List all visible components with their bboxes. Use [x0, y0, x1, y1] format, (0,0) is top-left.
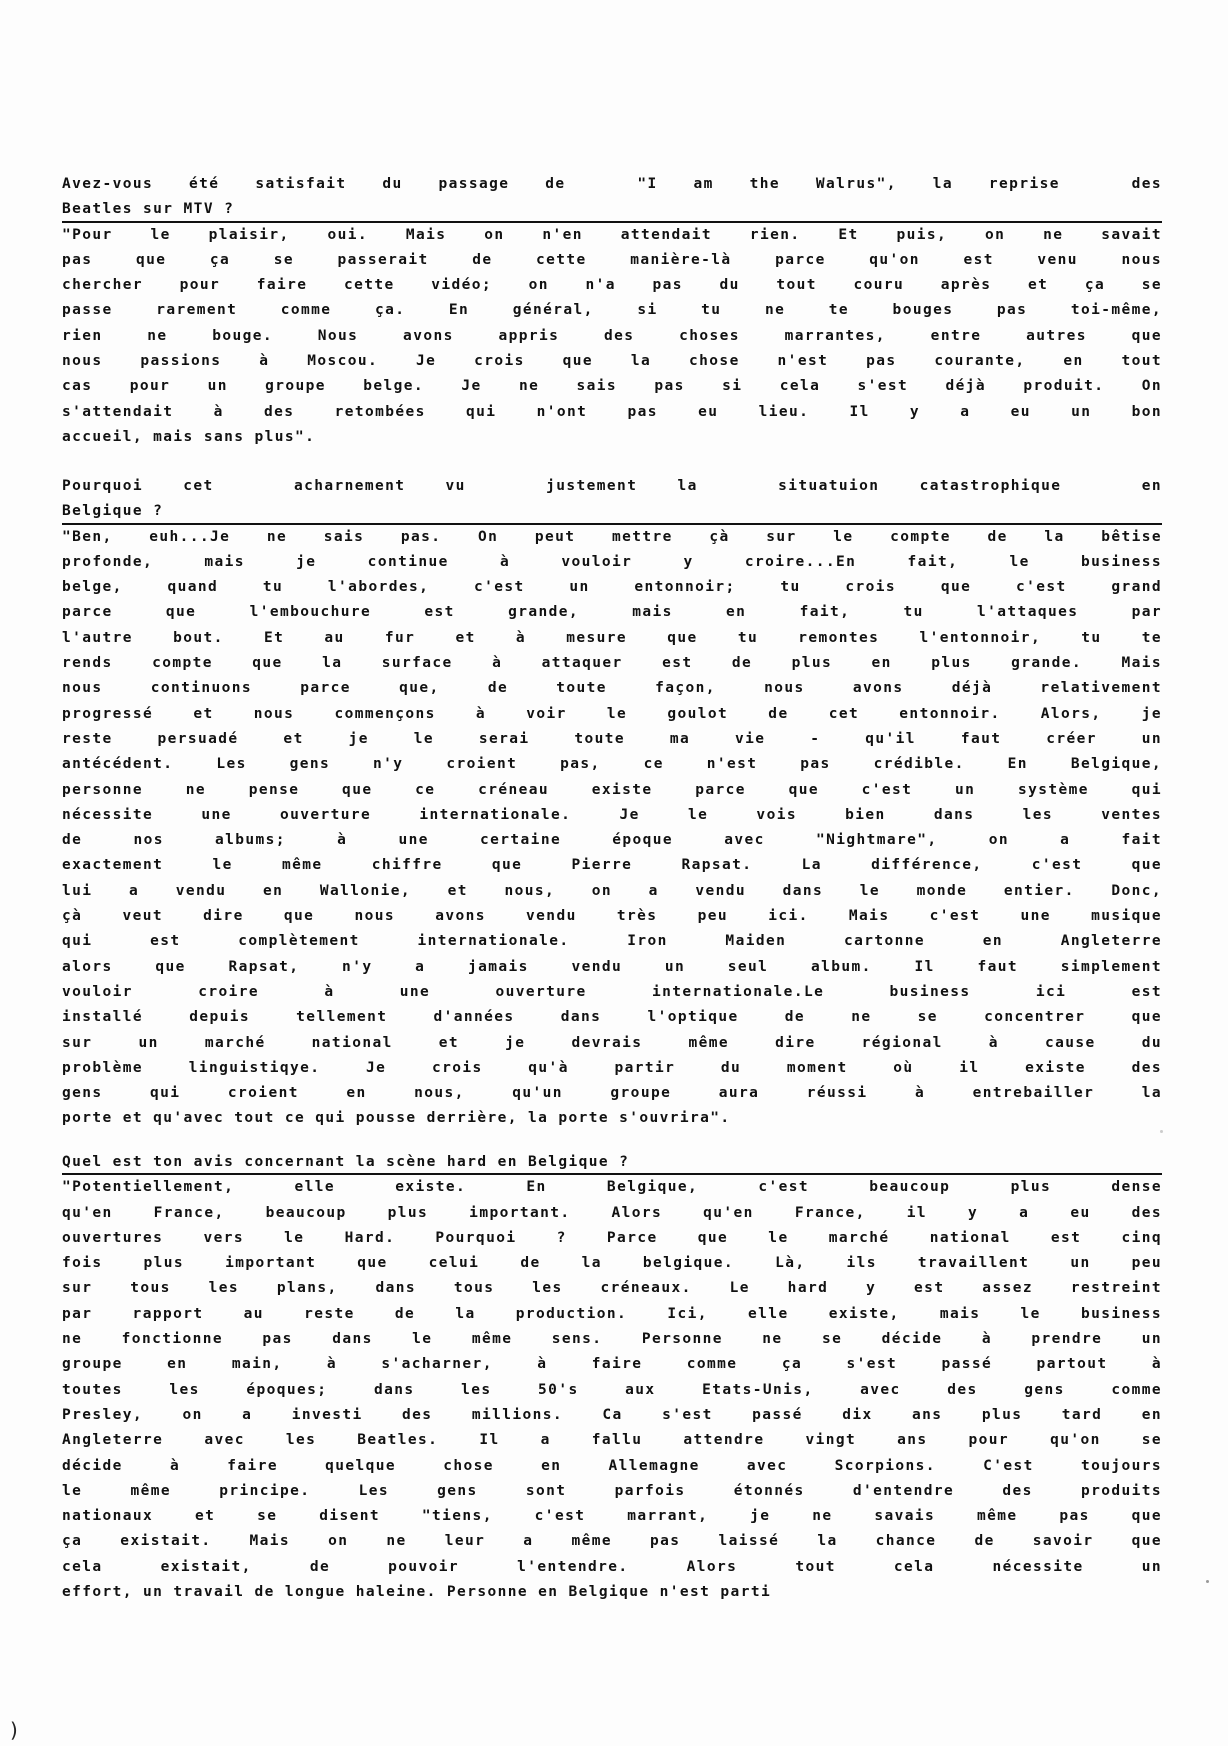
section-1 [62, 172, 1162, 476]
answer-line: qui est complètement internationale. Iron Maiden cartonne en Angleterre [62, 933, 1162, 950]
answer-line: Presley, on a investi des millions. Ca s'est passé dix ans plus tard en [62, 1406, 1162, 1423]
answer-line: le même principe. Les gens sont parfois étonnés d'entendre des produits [62, 1482, 1162, 1499]
answer-line: antécédent. Les gens n'y croient pas, ce n'est pas crédible. En Belgique, [62, 756, 1162, 773]
answer-line: décide à faire quelque chose en Allemagne avec Scorpions. C'est toujours [62, 1457, 1162, 1474]
question-3 [62, 1150, 1162, 1175]
section-3 [62, 1150, 1162, 1656]
answer-line: installé depuis tellement d'années dans l'optique de ne se concentrer que [62, 1009, 1162, 1026]
section-2 [62, 474, 1162, 1132]
answer-line: nécessite une ouverture internationale. Je le vois bien dans les ventes [62, 806, 1162, 823]
answer-line: nous continuons parce que, de toute façon, nous avons déjà relativement [62, 680, 1162, 697]
answer-line: qu'en France, beaucoup plus important. Alors qu'en France, il y a eu des [62, 1204, 1162, 1221]
answer-line: ça existait. Mais on ne leur a même pas laissé la chance de savoir que [62, 1533, 1162, 1550]
answer-line: vouloir croire à une ouverture internationale.Le business ici est [62, 983, 1162, 1000]
answer-line: chercher pour faire cette vidéo; on n'a pas du tout couru après et ça se [62, 277, 1162, 294]
answer-line: gens qui croient en nous, qu'un groupe aura réussi à entrebailler la [62, 1085, 1162, 1102]
answer-line: reste persuadé et je le serai toute ma vie - qu'il faut créer un [62, 730, 1162, 747]
answer-line: lui a vendu en Wallonie, et nous, on a vendu dans le monde entier. Donc, [62, 882, 1162, 899]
answer-line: alors que Rapsat, n'y a jamais vendu un seul album. Il faut simplement [62, 958, 1162, 975]
answer-line: profonde, mais je continue à vouloir y croire...En fait, le business [62, 553, 1162, 570]
answer-line: cela existait, de pouvoir l'entendre. Alors tout cela nécessite un [62, 1558, 1162, 1575]
answer-line: pas que ça se passerait de cette manière-là parce qu'on est venu nous [62, 251, 1162, 268]
answer-line: effort, un travail de longue haleine. Personne en Belgique n'est parti [62, 1584, 772, 1601]
scan-speck [1206, 1580, 1209, 1583]
answer-line: de nos albums; à une certaine époque avec "Nightmare", on a fait [62, 832, 1162, 849]
answer-line: nous passions à Moscou. Je crois que la chose n'est pas courante, en tout [62, 353, 1162, 370]
question-2 [62, 474, 1162, 525]
answer-line: passe rarement comme ça. En général, si tu ne te bouges pas toi-même, [62, 302, 1162, 319]
answer-line: accueil, mais sans plus". [62, 428, 316, 445]
answer-line: ne fonctionne pas dans le même sens. Personne ne se décide à prendre un [62, 1331, 1162, 1348]
question-line: Belgique ? [62, 499, 1162, 524]
answer-line: "Ben, euh...Je ne sais pas. On peut mettre çà sur le compte de la bêtise [62, 528, 1162, 545]
question-line: Quel est ton avis concernant la scène hard en Belgique ? [62, 1150, 1162, 1175]
answer-line: cas pour un groupe belge. Je ne sais pas si cela s'est déjà produit. On [62, 378, 1162, 395]
answer-1 [62, 223, 1162, 476]
answer-line: fois plus important que celui de la belgique. Là, ils travaillent un peu [62, 1255, 1162, 1272]
question-line: Pourquoi cet acharnement vu justement la situatuion catastrophique en [62, 478, 1162, 494]
answer-line: sur tous les plans, dans tous les créneaux. Le hard y est assez restreint [62, 1280, 1162, 1297]
answer-line: porte et qu'avec tout ce qui pousse derrière, la porte s'ouvrira". [62, 1110, 731, 1127]
answer-3 [62, 1175, 1162, 1656]
scan-speck [1160, 1130, 1163, 1133]
answer-line: personne ne pense que ce créneau existe parce que c'est un système qui [62, 781, 1162, 798]
answer-line: belge, quand tu l'abordes, c'est un entonnoir; tu crois que c'est grand [62, 579, 1162, 596]
answer-line [62, 450, 1162, 475]
answer-line: "Pour le plaisir, oui. Mais on n'en attendait rien. Et puis, on ne savait [62, 226, 1162, 243]
answer-line: par rapport au reste de la production. Ici, elle existe, mais le business [62, 1305, 1162, 1322]
answer-line: problème linguistiqye. Je crois qu'à partir du moment où il existe des [62, 1059, 1162, 1076]
answer-line: Angleterre avec les Beatles. Il a fallu attendre vingt ans pour qu'on se [62, 1432, 1162, 1449]
answer-line: çà veut dire que nous avons vendu très peu ici. Mais c'est une musique [62, 908, 1162, 925]
answer-line: nationaux et se disent "tiens, c'est marrant, je ne savais même pas que [62, 1508, 1162, 1525]
question-line: Avez-vous été satisfait du passage de "I am the Walrus", la reprise des [62, 176, 1162, 192]
question-line: Beatles sur MTV ? [62, 197, 1162, 222]
answer-line: parce que l'embouchure est grande, mais en fait, tu l'attaques par [62, 604, 1162, 621]
answer-line: groupe en main, à s'acharner, à faire comme ça s'est passé partout à [62, 1356, 1162, 1373]
answer-line [62, 1605, 1162, 1630]
answer-line: sur un marché national et je devrais même dire régional à cause du [62, 1034, 1162, 1051]
question-1 [62, 172, 1162, 223]
answer-line: progressé et nous commençons à voir le goulot de cet entonnoir. Alors, je [62, 705, 1162, 722]
answer-line: rien ne bouge. Nous avons appris des choses marrantes, entre autres que [62, 327, 1162, 344]
answer-line: toutes les époques; dans les 50's aux Etats-Unis, avec des gens comme [62, 1381, 1162, 1398]
margin-mark: ) [10, 1718, 18, 1742]
answer-line: exactement le même chiffre que Pierre Rapsat. La différence, c'est que [62, 857, 1162, 874]
answer-line: "Potentiellement, elle existe. En Belgique, c'est beaucoup plus dense [62, 1179, 1162, 1196]
answer-line: ouvertures vers le Hard. Pourquoi ? Parce que le marché national est cinq [62, 1229, 1162, 1246]
answer-2 [62, 525, 1162, 1132]
answer-line: rends compte que la surface à attaquer est de plus en plus grande. Mais [62, 655, 1162, 672]
answer-line [62, 1631, 1162, 1656]
answer-line: s'attendait à des retombées qui n'ont pas eu lieu. Il y a eu un bon [62, 403, 1162, 420]
answer-line: l'autre bout. Et au fur et à mesure que tu remontes l'entonnoir, tu te [62, 629, 1162, 646]
